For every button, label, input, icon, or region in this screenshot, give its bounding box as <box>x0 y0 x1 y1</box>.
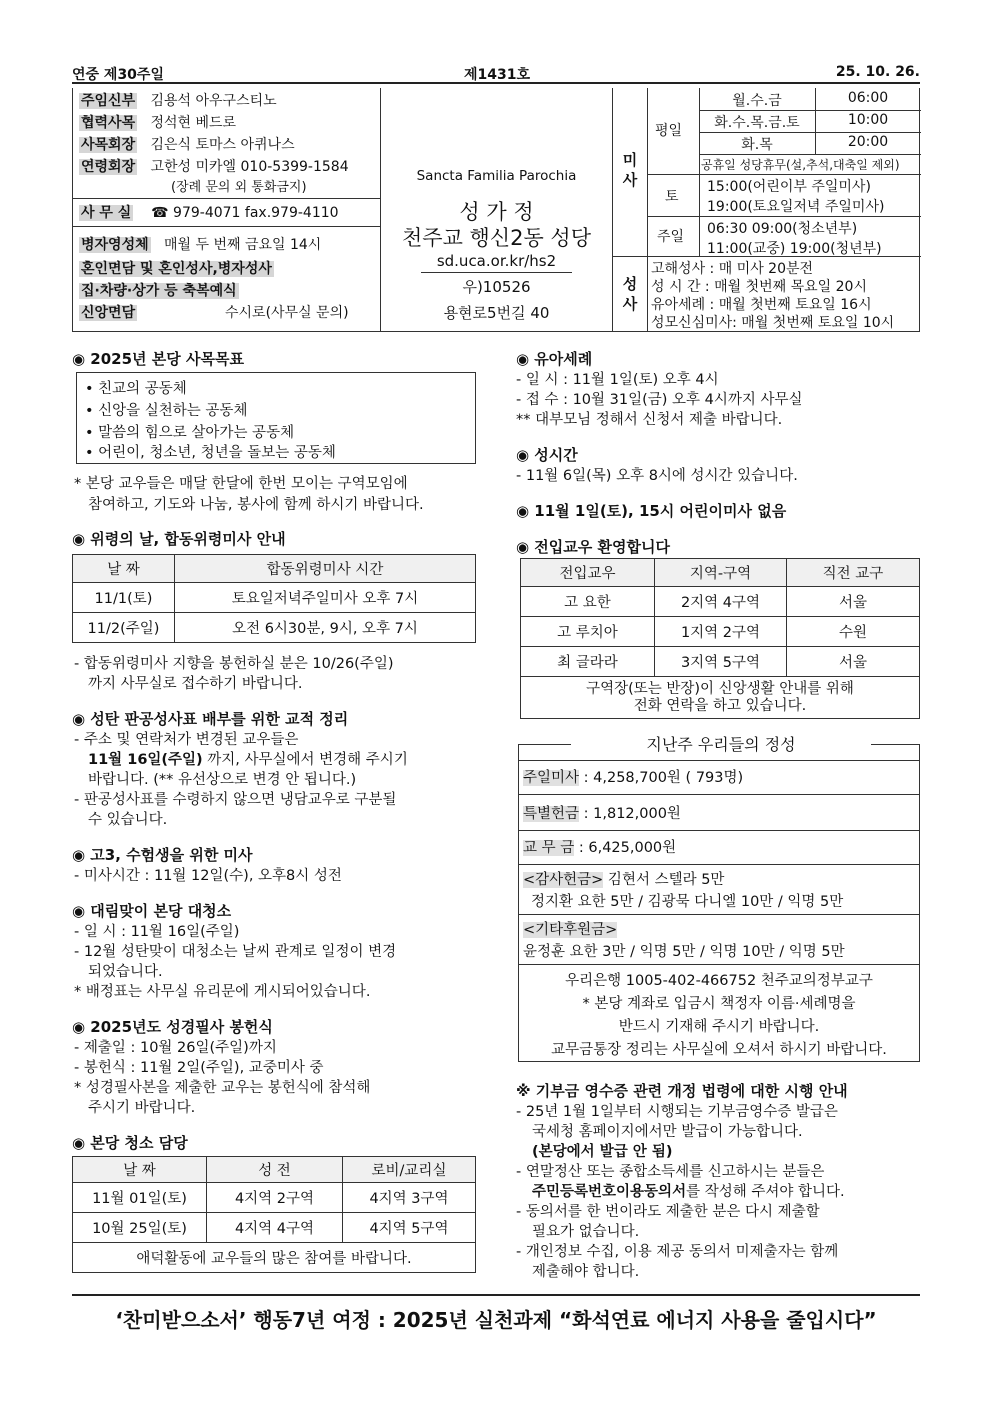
staff-row: 사목회장 김은식 토마스 아퀴나스 <box>81 137 295 153</box>
section-title: ◉ 성탄 판공성사표 배부를 위한 교적 정리 <box>72 710 349 728</box>
saturday-label: 토 <box>665 189 679 205</box>
section-title: ◉ 성시간 <box>516 446 578 464</box>
schedule-panel: 미 사 평일 월.수.금 06:00 화.수.목.금.토 10:00 화.목 20:00 공휴일 성당휴무(설,추석,대축일 제외) 토 15:00(어린이부 주일미사) 19:00(토요일저녁 주일미사) 주일 06:30 09:00(청소년부) 11:00(교중) 19:00(청년부) 성 사 고해성사 : 매 미사 20분전 성 시 간 : 매월 첫번째 목요일 20시 유아세례 : 매월 첫번째 토요일 16시 성모신심미사: 매월 첫번째 토요일 10시 <box>613 88 921 332</box>
office-row: 사 무 실 ☎ 979-4071 fax.979-4110 <box>81 205 339 221</box>
table-row: 10월 25일(토) 4지역 4구역 4지역 5구역 <box>73 1213 476 1243</box>
weekday-label: 평일 <box>655 123 683 139</box>
table-row: 고 요한 2지역 4구역 서울 <box>521 587 920 617</box>
parish-info-box <box>72 88 920 332</box>
section-title: ◉ 본당 청소 담당 <box>72 1134 188 1152</box>
service-row: 병자영성체 매월 두 번째 금요일 14시 <box>81 237 322 253</box>
parish-url[interactable]: sd.uca.or.kr/hs2 <box>436 252 557 270</box>
staff-note: (장례 문의 외 통화금지) <box>171 180 307 195</box>
parish-address: 용현로5번길 40 <box>443 304 550 322</box>
table-row: 11/2(주일) 오전 6시30분, 9시, 오후 7시 <box>73 613 476 643</box>
section-title: ◉ 고3, 수험생을 위한 미사 <box>72 846 253 864</box>
parish-latin-name: Sancta Familia Parochia <box>416 168 577 184</box>
parish-zip: 우)10526 <box>462 278 531 296</box>
cleaning-duty-table: 날 짜 성 전 로비/교리실 11월 01일(토) 4지역 2구역 4지역 3구역 10월 25일(토) 4지역 4구역 4지역 5구역 애덕활동에 교우들의 많은 참여를 바랍니다. <box>72 1156 476 1273</box>
goals-box: • 친교의 공동체 • 신앙을 실천하는 공동체 • 말씀의 힘으로 살아가는 공동체 • 어린이, 청소년, 청년을 돌보는 공동체 <box>76 372 476 464</box>
parish-full-name: 천주교 행신2동 성당 <box>402 226 591 250</box>
staff-row: 협력사목 정석현 베드로 <box>81 115 237 131</box>
footer-slogan: ‘찬미받으소서’ 행동7년 여정 : 2025년 실천과제 “화석연료 에너지 사용을 줄입시다” <box>72 1294 920 1333</box>
service-row: 혼인면담 및 혼인성사,병자성사 <box>81 261 272 277</box>
table-row: 최 글라라 3지역 5구역 서울 <box>521 647 920 677</box>
parish-title-panel <box>381 88 613 332</box>
staff-row: 연령회장 고한성 미카엘 010-5399-1584 <box>81 159 349 175</box>
section-title: ◉ 2025년도 성경필사 봉헌식 <box>72 1018 273 1036</box>
offering-title: 지난주 우리들의 정성 <box>646 735 796 754</box>
section-title: ◉ 11월 1일(토), 15시 어린이미사 없음 <box>516 502 787 520</box>
sacrament-label: 성 사 <box>622 275 638 313</box>
sunday-label: 주일 <box>657 229 685 245</box>
liturgical-week: 연중 제30주일 <box>72 67 164 83</box>
phone-icon: ☎ <box>151 205 169 221</box>
section-title: ◉ 위령의 날, 합동위령미사 안내 <box>72 530 286 548</box>
newcomers-table: 전입교우 지역-구역 직전 교구 고 요한 2지역 4구역 서울 고 루치아 1지역 2구역 수원 최 글라라 3지역 5구역 서울 구역장(또는 반장)이 신앙생활 안내를 위해 전화 연락을 하고 있습니다. <box>520 558 920 719</box>
table-row: 11월 01일(토) 4지역 2구역 4지역 3구역 <box>73 1183 476 1213</box>
staff-panel <box>73 88 381 332</box>
issue-header <box>72 62 920 84</box>
section-title: ◉ 대림맞이 본당 대청소 <box>72 902 232 920</box>
table-row: 고 루치아 1지역 2구역 수원 <box>521 617 920 647</box>
section-title: ◉ 전입교우 환영합니다 <box>516 538 670 556</box>
table-row: 11/1(토) 토요일저녁주일미사 오후 7시 <box>73 583 476 613</box>
section-title: ◉ 2025년 본당 사목목표 <box>72 350 244 368</box>
holiday-note: 공휴일 성당휴무(설,추석,대축일 제외) <box>701 158 900 172</box>
offering-box: 지난주 우리들의 정성 주일미사 : 4,258,700원 ( 793명) 특별헌금 : 1,812,000원 교 무 금 : 6,425,000원 <감사헌금> 김현서 스텔라 5만 정지환 요한 5만 / 김광묵 다니엘 10만 / 익명 5만 <기타후원금> 윤정훈 요한 3만 / 익명 5만 / 익명 10만 / 익명 5만 우리은행 1005-402-466752 천주교의정부교구 * 본당 계좌로 입금시 책정자 이름·세례명을 반드시 기재해 주시기 바랍니다. 교무금통장 정리는 사무실에 오셔서 하시기 바랍니다. <box>518 744 920 1062</box>
issue-date: 25. 10. 26. <box>835 64 920 80</box>
staff-row: 주임신부 김용석 아우구스티노 <box>81 93 277 109</box>
mass-label: 미 사 <box>622 151 638 189</box>
service-row: 신앙면담 수시로(사무실 문의) <box>81 305 349 321</box>
service-row: 집·차량·상가 등 축복예식 <box>81 283 237 299</box>
issue-number: 제1431호 <box>464 67 531 83</box>
memorial-table: 날 짜 합동위령미사 시간 11/1(토) 토요일저녁주일미사 오후 7시 11/2(주일) 오전 6시30분, 9시, 오후 7시 <box>72 554 476 643</box>
section-title: ※ 기부금 영수증 관련 개정 법령에 대한 시행 안내 <box>516 1082 848 1100</box>
section-title: ◉ 유아세례 <box>516 350 593 368</box>
parish-name: 성 가 정 <box>459 200 534 224</box>
